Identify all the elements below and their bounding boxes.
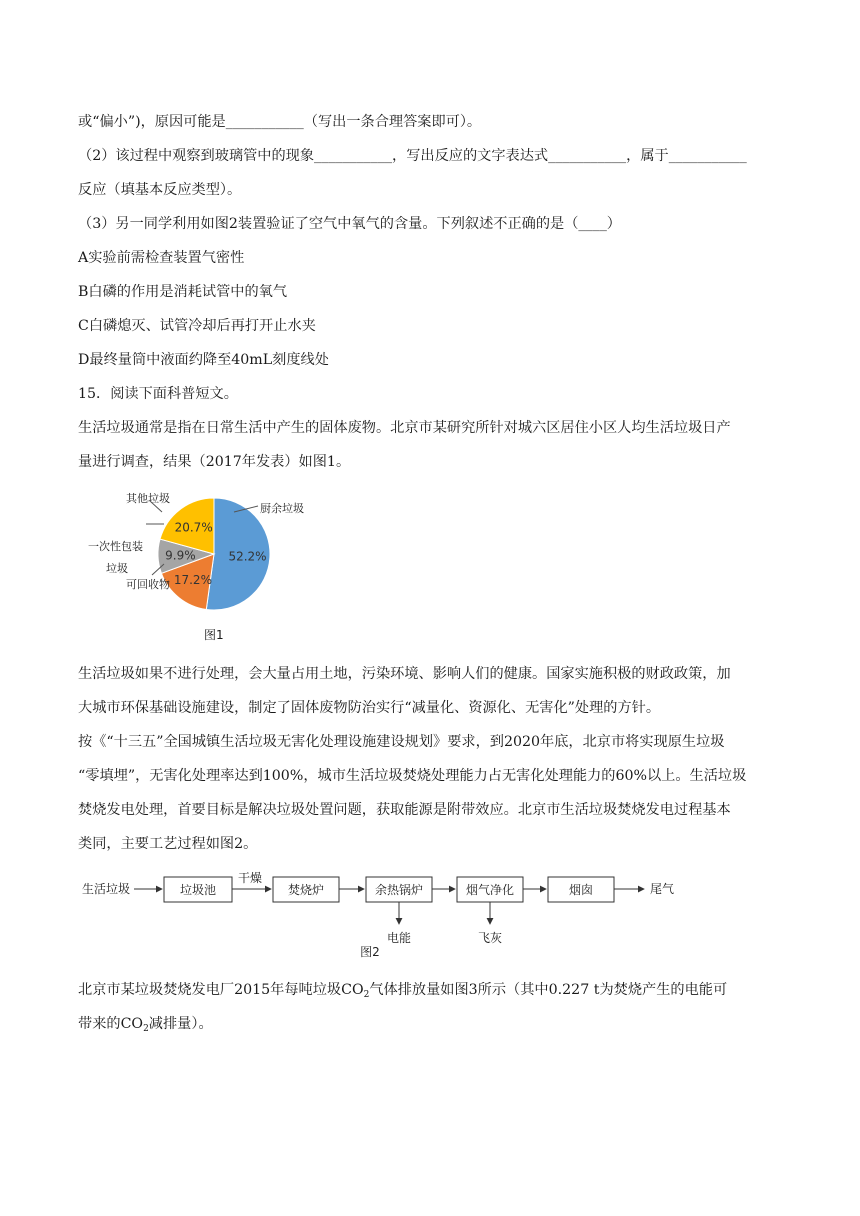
figure-1-caption: 图1 — [204, 628, 224, 642]
flow-box-4-label: 烟气净化 — [465, 883, 515, 897]
paragraph-plan-4: 类同，主要工艺过程如图2。 — [78, 836, 258, 852]
process-flow-svg — [78, 868, 698, 963]
flow-input-label: 生活垃圾 — [82, 882, 131, 896]
pie-label-other: 20.7% — [174, 520, 213, 535]
co2-subscript: 2 — [363, 990, 370, 1000]
flow-box-3-label: 余热锅炉 — [374, 883, 424, 897]
figure-1-pie-chart — [82, 488, 322, 648]
callout-recyclable: 可回收物 — [126, 578, 170, 591]
figure-2-caption: 图2 — [360, 945, 380, 959]
flow-box-1-label: 垃圾池 — [179, 883, 217, 897]
paragraph-co2-1 — [78, 980, 782, 1005]
paragraph-co2-2 — [78, 1014, 782, 1039]
flow-box-5-label: 烟囱 — [568, 883, 594, 897]
pie-label-recyclable: 17.2% — [173, 573, 212, 588]
question-2: （2）该过程中观察到玻璃管中的现象___________，写出反应的文字表达式___________，属于___________ — [78, 148, 747, 164]
option-a: A实验前需检查装置气密性 — [78, 250, 245, 266]
callout-packaging-1: 一次性包装 — [88, 540, 143, 553]
paragraph-garbage-intro-2: 量进行调查，结果（2017年发表）如图1。 — [78, 454, 351, 470]
text-line-1: 或“偏小”)，原因可能是___________（写出一条合理答案即可）。 — [78, 114, 482, 130]
flow-dry-label: 干燥 — [238, 871, 263, 885]
paragraph-plan-1: 按《“十三五”全国城镇生活垃圾无害化处理设施建设规划》要求，到2020年底，北京市将实现原生垃圾 — [78, 734, 725, 750]
option-d: D最终量筒中液面约降至40mL刻度线处 — [78, 352, 329, 368]
option-c: C白磷熄灭、试管冷却后再打开止水夹 — [78, 318, 316, 334]
paragraph-harm-2: 大城市环保基础设施建设，制定了固体废物防治实行“减量化、资源化、无害化”处理的方针。 — [78, 700, 661, 716]
paragraph-garbage-intro-1: 生活垃圾通常是指在日常生活中产生的固体废物。北京市某研究所针对城六区居住小区人均生活垃圾日产 — [78, 420, 731, 436]
figure-2-process-flow — [78, 868, 698, 963]
co2-text-post: 气体排放量如图3所示（其中0.227 t为焚烧产生的电能可 — [369, 982, 728, 998]
paragraph-plan-3: 焚烧发电处理，首要目标是解决垃圾处置问题，获取能源是附带效应。北京市生活垃圾焚烧发电过程基本 — [78, 802, 731, 818]
option-b: B白磷的作用是消耗试管中的氧气 — [78, 284, 288, 300]
paragraph-harm-1: 生活垃圾如果不进行处理，会大量占用土地，污染环境、影响人们的健康。国家实施积极的财政政策，加 — [78, 666, 731, 682]
pie-chart-svg — [82, 488, 322, 648]
co2-text-post-2: 减排量）。 — [148, 1016, 213, 1032]
pie-label-packaging: 9.9% — [165, 548, 196, 563]
callout-other: 其他垃圾 — [126, 492, 170, 505]
flow-power-label: 电能 — [386, 931, 412, 945]
co2-text-pre-2: 带来的CO — [78, 1016, 144, 1032]
flow-ash-label: 飞灰 — [477, 931, 503, 945]
question-3: （3）另一同学利用如图2装置验证了空气中氧气的含量。下列叙述不正确的是（____） — [78, 216, 621, 232]
flow-output-label: 尾气 — [650, 882, 675, 896]
paragraph-plan-2: “零填埋”，无害化处理率达到100%，城市生活垃圾焚烧处理能力占无害化处理能力的60%以上。生活垃圾 — [78, 768, 747, 784]
callout-packaging-2: 垃圾 — [106, 562, 128, 575]
callout-kitchen: 厨余垃圾 — [260, 502, 304, 515]
question-2-continued: 反应（填基本反应类型）。 — [78, 182, 242, 198]
flow-box-2-label: 焚烧炉 — [287, 883, 325, 897]
co2-text-pre: 北京市某垃圾焚烧发电厂2015年每吨垃圾CO — [78, 982, 364, 998]
co2-subscript-2: 2 — [143, 1024, 149, 1034]
question-15-heading: 15．阅读下面科普短文。 — [78, 386, 238, 402]
pie-label-kitchen: 52.2% — [228, 549, 267, 564]
